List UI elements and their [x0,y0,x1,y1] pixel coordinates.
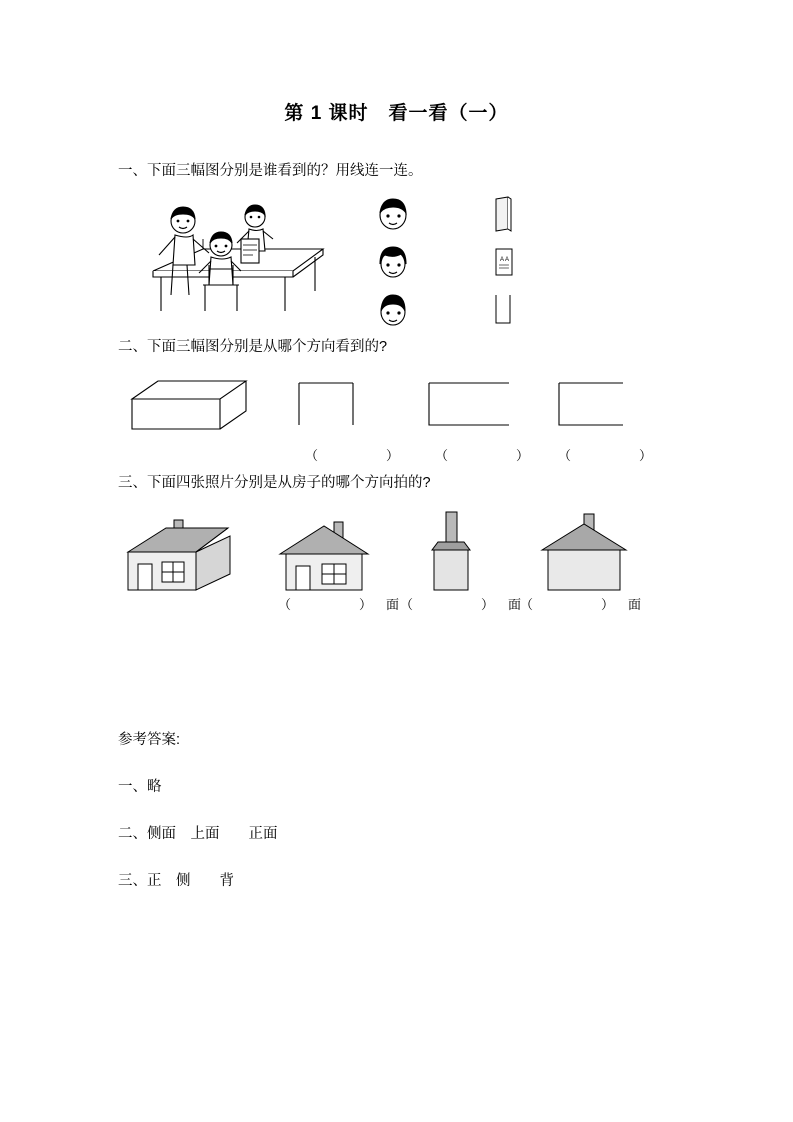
question-2-figure [118,373,675,473]
face-option-girl[interactable] [371,243,431,291]
q2-blank-3[interactable]: （ ） [558,447,667,463]
view-option-3 [553,373,663,443]
question-3-figure [118,506,675,636]
page-title: 第 1 课时 看一看（一） [284,103,509,124]
classroom-scene-illustration [143,199,338,319]
q3-blank-3-paren: （ ） [520,597,629,613]
svg-text:A A: A A [500,256,510,263]
q3-blank-2-suffix: 面 [508,597,522,613]
face-option-boy[interactable] [371,195,431,243]
q3-blank-1-paren: （ ） [278,597,387,613]
answer-row-2: 二、侧面 上面 正面 [118,826,278,843]
q3-blank-3[interactable] [520,594,641,613]
house-photo-2 [268,506,388,606]
question-2-text: 二、下面三幅图分别是从哪个方向看到的? [118,338,388,355]
q3-blank-1-suffix: 面 [386,597,400,613]
q3-blank-2[interactable] [400,594,521,613]
shape-option-book-side[interactable] [488,195,548,243]
q3-blank-1[interactable] [278,594,399,613]
house-photo-3 [408,506,518,606]
q2-blank-1[interactable]: （ ） [305,447,414,463]
view-option-2 [423,373,533,443]
q3-blank-2-paren: （ ） [400,597,509,613]
house-photo-1 [118,506,248,606]
shape-option-book-edge[interactable] [488,291,548,339]
shape-options-column [488,195,548,339]
answer-key-heading: 参考答案: [118,732,181,749]
question-3-text: 三、下面四张照片分别是从房子的哪个方向拍的? [118,474,431,491]
face-options-column [371,195,431,339]
shape-option-book-front[interactable] [488,243,548,291]
q3-blank-3-suffix: 面 [628,597,642,613]
answer-row-3: 三、正 侧 背 [118,873,234,890]
face-option-child[interactable] [371,291,431,339]
answer-row-1: 一、略 [118,779,162,796]
question-1-text: 一、下面三幅图分别是谁看到的？用线连一连。 [118,163,423,179]
answer-key-section [118,728,675,890]
house-photo-4 [528,506,648,606]
cuboid-solid [128,373,258,443]
question-1-figure [118,195,675,337]
view-option-1 [293,373,403,443]
q2-blank-2[interactable]: （ ） [435,447,544,463]
